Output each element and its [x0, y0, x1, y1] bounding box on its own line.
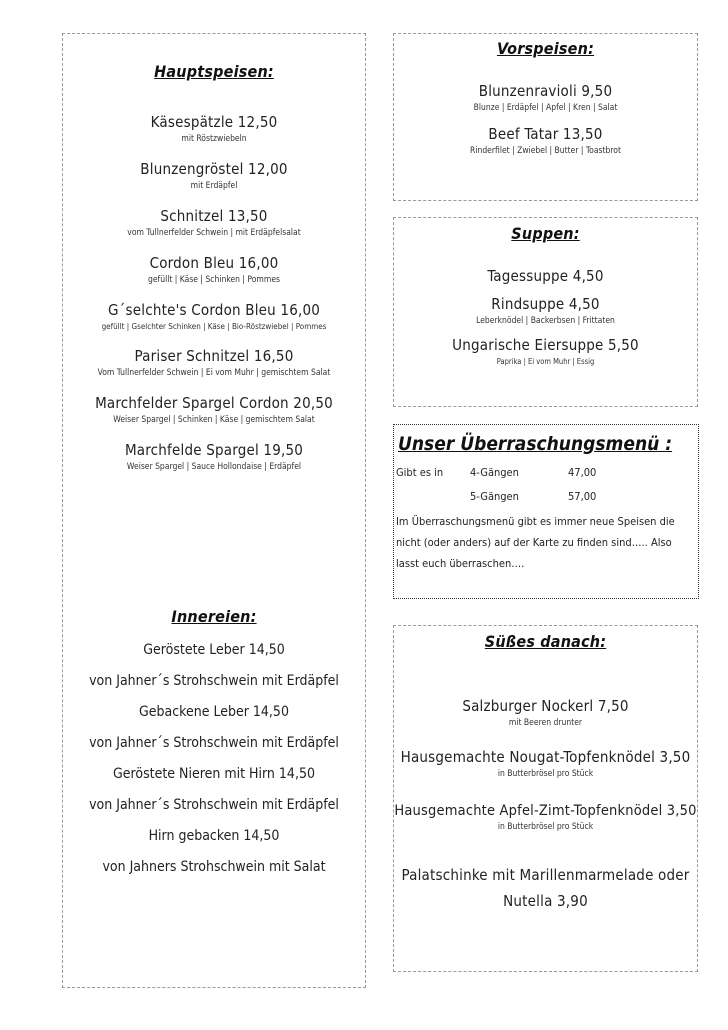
- menu-item-name: Cordon Bleu 16,00: [149, 254, 279, 272]
- menu-item-desc: gefüllt | Käse | Schinken | Pommes: [147, 275, 281, 285]
- menu-item-name: Tagessuppe 4,50: [487, 267, 604, 285]
- surprise-menu-heading: Unser Überraschungsmenü :: [398, 433, 673, 455]
- menu-item-desc: Paprika | Ei vom Muhr | Essig: [496, 357, 595, 366]
- surprise-intro: Gibt es in: [396, 466, 444, 479]
- hauptspeisen-list: [63, 113, 365, 472]
- menu-item: [394, 748, 697, 779]
- menu-item-name: Hausgemachte Apfel-Zimt-Topfenknödel 3,50: [394, 803, 697, 819]
- menu-item: [394, 125, 697, 156]
- menu-item-desc: Weiser Spargel | Sauce Hollondaise | Erdäpfel: [126, 462, 302, 472]
- menu-item: [63, 113, 365, 144]
- menu-item-name: Beef Tatar 13,50: [488, 125, 603, 143]
- hauptspeisen-heading: Hauptspeisen:: [154, 62, 274, 81]
- menu-item-desc: Blunze | Erdäpfel | Apfel | Kren | Salat: [473, 103, 618, 113]
- surprise-option-row: [394, 485, 698, 509]
- menu-item: [63, 160, 365, 191]
- surprise-option-price: 57,00: [568, 490, 597, 503]
- soups-panel: [393, 217, 698, 407]
- menu-item-desc: in Butterbrösel pro Stück: [497, 822, 594, 832]
- innereien-list: [63, 635, 365, 883]
- menu-item-name: Salzburger Nockerl 7,50: [462, 697, 629, 715]
- menu-item-desc: mit Erdäpfel: [190, 181, 238, 191]
- menu-item-name: Marchfelder Spargel Cordon 20,50: [95, 394, 333, 412]
- innereien-line: Geröstete Leber 14,50: [143, 642, 285, 658]
- menu-item: [63, 394, 365, 425]
- surprise-note: Im Überraschungsmenü gibt es immer neue Speisen die nicht (oder anders) auf der Karte zu finden sind….. Also lasst euch überraschen….: [396, 515, 675, 570]
- menu-item: [63, 347, 365, 378]
- innereien-line: von Jahner´s Strohschwein mit Erdäpfel: [89, 797, 339, 813]
- surprise-option-price: 47,00: [568, 466, 597, 479]
- menu-item-desc: Vom Tullnerfelder Schwein | Ei vom Muhr | gemischtem Salat: [97, 368, 331, 378]
- innereien-line: Hirn gebacken 14,50: [148, 828, 280, 844]
- desserts-panel: [393, 625, 698, 972]
- menu-item-name: Nutella 3,90: [503, 892, 588, 910]
- menu-item: [63, 301, 365, 331]
- menu-item-desc: Leberknödel | Backerbsen | Frittaten: [476, 316, 615, 326]
- innereien-line: Gebackene Leber 14,50: [139, 704, 289, 720]
- menu-item: [394, 82, 697, 113]
- menu-item-name: Ungarische Eiersuppe 5,50: [452, 336, 639, 354]
- innereien-heading: Innereien:: [171, 607, 257, 626]
- surprise-option-row: [394, 461, 698, 485]
- menu-item-name: Rindsuppe 4,50: [491, 295, 600, 313]
- suppen-heading: Suppen:: [511, 224, 580, 243]
- menu-item-name: Schnitzel 13,50: [160, 207, 268, 225]
- menu-item: [63, 254, 365, 285]
- menu-item: [394, 697, 697, 728]
- surprise-option-label: 4-Gängen: [470, 466, 519, 479]
- suesses-list: [394, 697, 697, 914]
- menu-item: [63, 441, 365, 472]
- vorspeisen-heading: Vorspeisen:: [496, 39, 595, 58]
- menu-item-desc: gefüllt | Gselchter Schinken | Käse | Bio-Röstzwiebel | Pommes: [101, 322, 327, 331]
- menu-item-name: Blunzenravioli 9,50: [478, 82, 613, 100]
- menu-item-desc: mit Röstzwiebeln: [181, 134, 247, 144]
- menu-item-desc: mit Beeren drunter: [508, 718, 583, 728]
- menu-item-desc: Rinderfilet | Zwiebel | Butter | Toastbrot: [470, 146, 621, 156]
- innereien-line: Geröstete Nieren mit Hirn 14,50: [113, 766, 315, 782]
- suppen-list: [394, 267, 697, 366]
- menu-item-desc: vom Tullnerfelder Schwein | mit Erdäpfelsalat: [127, 228, 301, 238]
- menu-item: [394, 803, 697, 832]
- innereien-line: von Jahner´s Strohschwein mit Erdäpfel: [89, 673, 339, 689]
- menu-item: [394, 336, 697, 366]
- menu-item: [63, 207, 365, 238]
- innereien-line: von Jahner´s Strohschwein mit Erdäpfel: [89, 735, 339, 751]
- menu-item-name: Blunzengröstel 12,00: [140, 160, 288, 178]
- surprise-menu-panel: [393, 424, 699, 599]
- starters-panel: [393, 33, 698, 201]
- surprise-option-label: 5-Gängen: [470, 490, 519, 503]
- menu-item-name: G´selchte's Cordon Bleu 16,00: [107, 301, 321, 319]
- menu-item: [394, 862, 697, 914]
- menu-item-name: Palatschinke mit Marillenmarmelade oder: [401, 866, 690, 884]
- main-dishes-panel: [62, 33, 366, 988]
- suesses-heading: Süßes danach:: [484, 632, 607, 651]
- innereien-line: von Jahners Strohschwein mit Salat: [102, 859, 326, 875]
- menu-item-desc: in Butterbrösel pro Stück: [497, 769, 594, 779]
- menu-item-desc: Weiser Spargel | Schinken | Käse | gemischtem Salat: [113, 415, 315, 425]
- menu-item-name: Käsespätzle 12,50: [150, 113, 278, 131]
- menu-item-name: Hausgemachte Nougat-Topfenknödel 3,50: [400, 748, 691, 766]
- menu-item-name: Pariser Schnitzel 16,50: [134, 347, 294, 365]
- vorspeisen-list: [394, 82, 697, 156]
- menu-item: [394, 295, 697, 326]
- menu-item-name: Marchfelde Spargel 19,50: [124, 441, 304, 459]
- menu-item: [394, 267, 697, 285]
